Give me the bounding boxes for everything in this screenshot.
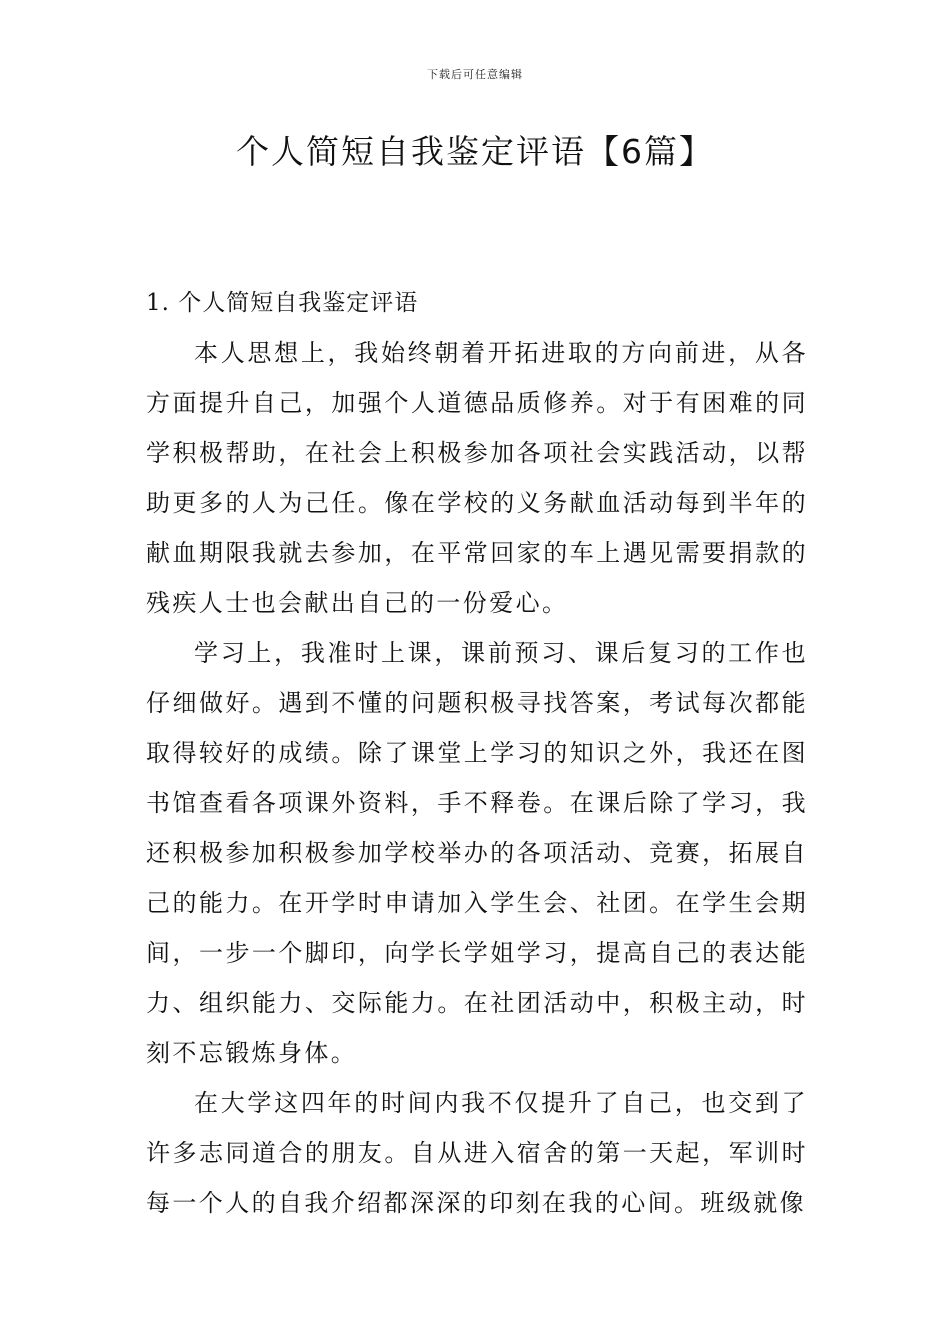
document-body [146, 278, 808, 1228]
paragraph-3: 在大学这四年的时间内我不仅提升了自己，也交到了许多志同道合的朋友。自从进入宿舍的第一天起，军训时每一个人的自我介绍都深深的印刻在我的心间。班级就像 [146, 1089, 808, 1217]
section-heading: 1. 个人简短自我鉴定评语 [146, 290, 419, 316]
document-title: 个人简短自我鉴定评语【6篇】 [236, 132, 714, 171]
header-note: 下载后可任意编辑 [427, 68, 523, 81]
paragraph-1: 本人思想上，我始终朝着开拓进取的方向前进，从各方面提升自己，加强个人道德品质修养。对于有困难的同学积极帮助，在社会上积极参加各项社会实践活动，以帮助更多的人为己任。像在学校的义务献血活动每到半年的献血期限我就去参加，在平常回家的车上遇见需要捐款的残疾人士也会献出自己的一份爱心。 [146, 339, 808, 617]
paragraph-2: 学习上，我准时上课，课前预习、课后复习的工作也仔细做好。遇到不懂的问题积极寻找答案，考试每次都能取得较好的成绩。除了课堂上学习的知识之外，我还在图书馆查看各项课外资料，手不释卷。在课后除了学习，我还积极参加积极参加学校举办的各项活动、竞赛，拓展自己的能力。在开学时申请加入学生会、社团。在学生会期间，一步一个脚印，向学长学姐学习，提高自己的表达能力、组织能力、交际能力。在社团活动中，积极主动，时刻不忘锻炼身体。 [146, 639, 808, 1067]
